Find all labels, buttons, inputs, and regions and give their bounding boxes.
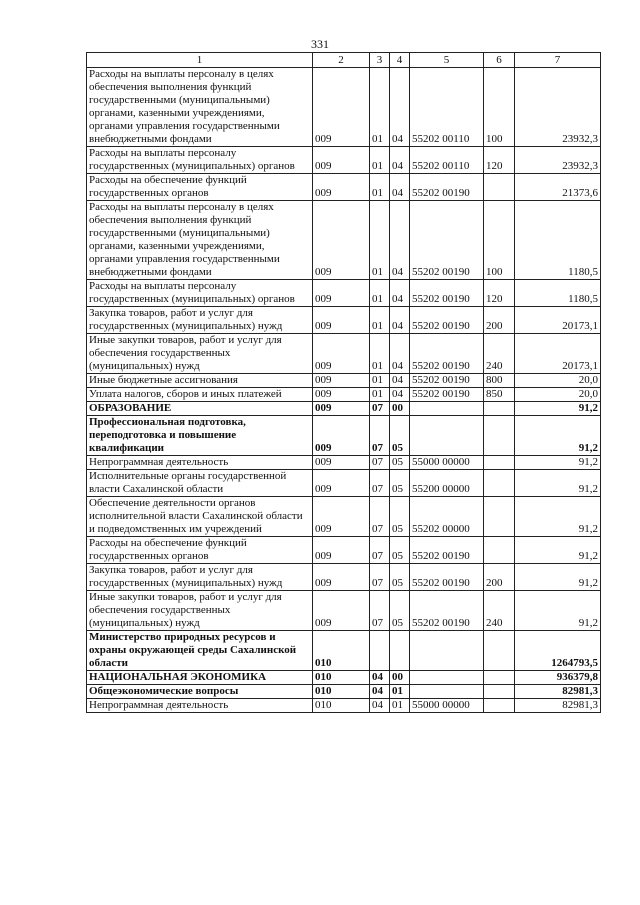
section-cell: 01: [370, 174, 390, 201]
amount-cell: 21373,6: [515, 174, 601, 201]
section-cell: 07: [370, 402, 390, 416]
expense-type-cell: [484, 456, 515, 470]
table-row: [87, 334, 601, 374]
row-name-cell: Расходы на обеспечение функций государственных органов: [87, 537, 313, 564]
subsection-cell: 00: [390, 671, 410, 685]
subsection-cell: 04: [390, 280, 410, 307]
expense-type-cell: 120: [484, 280, 515, 307]
admin-code-cell: 009: [313, 470, 370, 497]
admin-code-cell: 009: [313, 280, 370, 307]
amount-cell: 20173,1: [515, 307, 601, 334]
table-row: [87, 671, 601, 685]
section-cell: 07: [370, 564, 390, 591]
section-cell: 01: [370, 388, 390, 402]
row-name-cell: Общеэкономические вопросы: [87, 685, 313, 699]
subsection-cell: 01: [390, 699, 410, 713]
table-row: [87, 631, 601, 671]
section-cell: 01: [370, 201, 390, 280]
section-cell: 07: [370, 416, 390, 456]
target-article-cell: 55202 00190: [410, 564, 484, 591]
target-article-cell: 55202 00190: [410, 591, 484, 631]
amount-cell: 23932,3: [515, 68, 601, 147]
subsection-cell: 04: [390, 374, 410, 388]
admin-code-cell: 009: [313, 334, 370, 374]
amount-cell: 91,2: [515, 537, 601, 564]
row-name-cell: Закупка товаров, работ и услуг для государственных (муниципальных) нужд: [87, 307, 313, 334]
amount-cell: 20,0: [515, 388, 601, 402]
subsection-cell: 05: [390, 537, 410, 564]
target-article-cell: 55202 00110: [410, 68, 484, 147]
table-row: [87, 147, 601, 174]
amount-cell: 1180,5: [515, 280, 601, 307]
column-header: 7: [515, 53, 601, 68]
subsection-cell: 04: [390, 147, 410, 174]
target-article-cell: 55202 00190: [410, 201, 484, 280]
expense-type-cell: 100: [484, 201, 515, 280]
amount-cell: 82981,3: [515, 685, 601, 699]
subsection-cell: 05: [390, 456, 410, 470]
row-name-cell: Расходы на выплаты персоналу в целях обеспечения выполнения функций государственными (муниципальными) органами, казенными учреждениями, органами управления государственными внебюджетными фондами: [87, 68, 313, 147]
admin-code-cell: 009: [313, 497, 370, 537]
amount-cell: 91,2: [515, 497, 601, 537]
table-header-row: [87, 53, 601, 68]
table-row: [87, 685, 601, 699]
row-name-cell: Расходы на выплаты персоналу государственных (муниципальных) органов: [87, 147, 313, 174]
amount-cell: 1180,5: [515, 201, 601, 280]
target-article-cell: 55000 00000: [410, 456, 484, 470]
admin-code-cell: 009: [313, 174, 370, 201]
expense-type-cell: [484, 699, 515, 713]
admin-code-cell: 009: [313, 537, 370, 564]
expense-type-cell: 240: [484, 334, 515, 374]
section-cell: 07: [370, 456, 390, 470]
subsection-cell: [390, 631, 410, 671]
subsection-cell: 05: [390, 564, 410, 591]
expense-type-cell: 200: [484, 564, 515, 591]
admin-code-cell: 009: [313, 388, 370, 402]
section-cell: 04: [370, 699, 390, 713]
table-row: [87, 174, 601, 201]
section-cell: [370, 631, 390, 671]
admin-code-cell: 009: [313, 147, 370, 174]
expense-type-cell: [484, 470, 515, 497]
row-name-cell: Иные закупки товаров, работ и услуг для обеспечения государственных (муниципальных) нужд: [87, 591, 313, 631]
section-cell: 01: [370, 307, 390, 334]
row-name-cell: НАЦИОНАЛЬНАЯ ЭКОНОМИКА: [87, 671, 313, 685]
target-article-cell: 55202 00190: [410, 307, 484, 334]
target-article-cell: 55202 00190: [410, 334, 484, 374]
target-article-cell: [410, 671, 484, 685]
admin-code-cell: 010: [313, 685, 370, 699]
table-row: [87, 374, 601, 388]
subsection-cell: 04: [390, 334, 410, 374]
target-article-cell: [410, 402, 484, 416]
section-cell: 01: [370, 68, 390, 147]
table-row: [87, 699, 601, 713]
subsection-cell: 05: [390, 497, 410, 537]
admin-code-cell: 009: [313, 374, 370, 388]
amount-cell: 82981,3: [515, 699, 601, 713]
amount-cell: 91,2: [515, 564, 601, 591]
admin-code-cell: 009: [313, 201, 370, 280]
row-name-cell: Иные бюджетные ассигнования: [87, 374, 313, 388]
target-article-cell: 55202 00190: [410, 537, 484, 564]
subsection-cell: 04: [390, 174, 410, 201]
column-header: 6: [484, 53, 515, 68]
table-row: [87, 470, 601, 497]
admin-code-cell: 009: [313, 416, 370, 456]
column-header: 4: [390, 53, 410, 68]
table-row: [87, 402, 601, 416]
target-article-cell: 55000 00000: [410, 699, 484, 713]
expense-type-cell: 100: [484, 68, 515, 147]
table-row: [87, 497, 601, 537]
expense-type-cell: 800: [484, 374, 515, 388]
amount-cell: 936379,8: [515, 671, 601, 685]
row-name-cell: Министерство природных ресурсов и охраны окружающей среды Сахалинской области: [87, 631, 313, 671]
subsection-cell: 04: [390, 68, 410, 147]
amount-cell: 91,2: [515, 470, 601, 497]
row-name-cell: Уплата налогов, сборов и иных платежей: [87, 388, 313, 402]
expense-type-cell: [484, 685, 515, 699]
column-header: 1: [87, 53, 313, 68]
section-cell: 07: [370, 591, 390, 631]
section-cell: 01: [370, 280, 390, 307]
target-article-cell: 55202 00000: [410, 497, 484, 537]
row-name-cell: Непрограммная деятельность: [87, 699, 313, 713]
expense-type-cell: [484, 174, 515, 201]
target-article-cell: 55202 00190: [410, 374, 484, 388]
expense-type-cell: [484, 631, 515, 671]
budget-table: [86, 52, 601, 713]
row-name-cell: Исполнительные органы государственной власти Сахалинской области: [87, 470, 313, 497]
target-article-cell: 55202 00190: [410, 388, 484, 402]
section-cell: 01: [370, 334, 390, 374]
admin-code-cell: 009: [313, 68, 370, 147]
page-number: 331: [311, 37, 329, 51]
amount-cell: 91,2: [515, 591, 601, 631]
target-article-cell: 55200 00000: [410, 470, 484, 497]
amount-cell: 23932,3: [515, 147, 601, 174]
target-article-cell: [410, 416, 484, 456]
admin-code-cell: 009: [313, 591, 370, 631]
table-row: [87, 591, 601, 631]
amount-cell: 20173,1: [515, 334, 601, 374]
table-row: [87, 564, 601, 591]
section-cell: 01: [370, 147, 390, 174]
admin-code-cell: 010: [313, 699, 370, 713]
row-name-cell: Расходы на выплаты персоналу государственных (муниципальных) органов: [87, 280, 313, 307]
row-name-cell: Обеспечение деятельности органов исполнительной власти Сахалинской области и подведомственных им учреждений: [87, 497, 313, 537]
table-row: [87, 416, 601, 456]
table-row: [87, 280, 601, 307]
subsection-cell: 05: [390, 591, 410, 631]
admin-code-cell: 009: [313, 564, 370, 591]
expense-type-cell: 200: [484, 307, 515, 334]
expense-type-cell: [484, 537, 515, 564]
row-name-cell: Иные закупки товаров, работ и услуг для обеспечения государственных (муниципальных) нужд: [87, 334, 313, 374]
target-article-cell: [410, 631, 484, 671]
section-cell: 07: [370, 537, 390, 564]
target-article-cell: 55202 00190: [410, 280, 484, 307]
admin-code-cell: 010: [313, 671, 370, 685]
row-name-cell: ОБРАЗОВАНИЕ: [87, 402, 313, 416]
table-row: [87, 201, 601, 280]
section-cell: 04: [370, 671, 390, 685]
amount-cell: 91,2: [515, 402, 601, 416]
row-name-cell: Профессиональная подготовка, переподготовка и повышение квалификации: [87, 416, 313, 456]
column-header: 3: [370, 53, 390, 68]
table-row: [87, 456, 601, 470]
row-name-cell: Расходы на обеспечение функций государственных органов: [87, 174, 313, 201]
target-article-cell: 55202 00190: [410, 174, 484, 201]
target-article-cell: 55202 00110: [410, 147, 484, 174]
subsection-cell: 04: [390, 388, 410, 402]
subsection-cell: 04: [390, 201, 410, 280]
expense-type-cell: 850: [484, 388, 515, 402]
expense-type-cell: [484, 402, 515, 416]
section-cell: 07: [370, 470, 390, 497]
section-cell: 04: [370, 685, 390, 699]
subsection-cell: 04: [390, 307, 410, 334]
subsection-cell: 01: [390, 685, 410, 699]
amount-cell: 20,0: [515, 374, 601, 388]
column-header: 5: [410, 53, 484, 68]
admin-code-cell: 009: [313, 456, 370, 470]
target-article-cell: [410, 685, 484, 699]
row-name-cell: Расходы на выплаты персоналу в целях обеспечения выполнения функций государственными (муниципальными) органами, казенными учреждениями, органами управления государственными внебюджетными фондами: [87, 201, 313, 280]
column-header: 2: [313, 53, 370, 68]
expense-type-cell: 240: [484, 591, 515, 631]
amount-cell: 1264793,5: [515, 631, 601, 671]
expense-type-cell: [484, 671, 515, 685]
expense-type-cell: [484, 497, 515, 537]
admin-code-cell: 010: [313, 631, 370, 671]
table-row: [87, 537, 601, 564]
subsection-cell: 00: [390, 402, 410, 416]
section-cell: 07: [370, 497, 390, 537]
row-name-cell: Закупка товаров, работ и услуг для государственных (муниципальных) нужд: [87, 564, 313, 591]
subsection-cell: 05: [390, 470, 410, 497]
amount-cell: 91,2: [515, 416, 601, 456]
section-cell: 01: [370, 374, 390, 388]
expense-type-cell: 120: [484, 147, 515, 174]
expense-type-cell: [484, 416, 515, 456]
table-row: [87, 307, 601, 334]
amount-cell: 91,2: [515, 456, 601, 470]
admin-code-cell: 009: [313, 402, 370, 416]
admin-code-cell: 009: [313, 307, 370, 334]
row-name-cell: Непрограммная деятельность: [87, 456, 313, 470]
table-row: [87, 68, 601, 147]
subsection-cell: 05: [390, 416, 410, 456]
table-row: [87, 388, 601, 402]
